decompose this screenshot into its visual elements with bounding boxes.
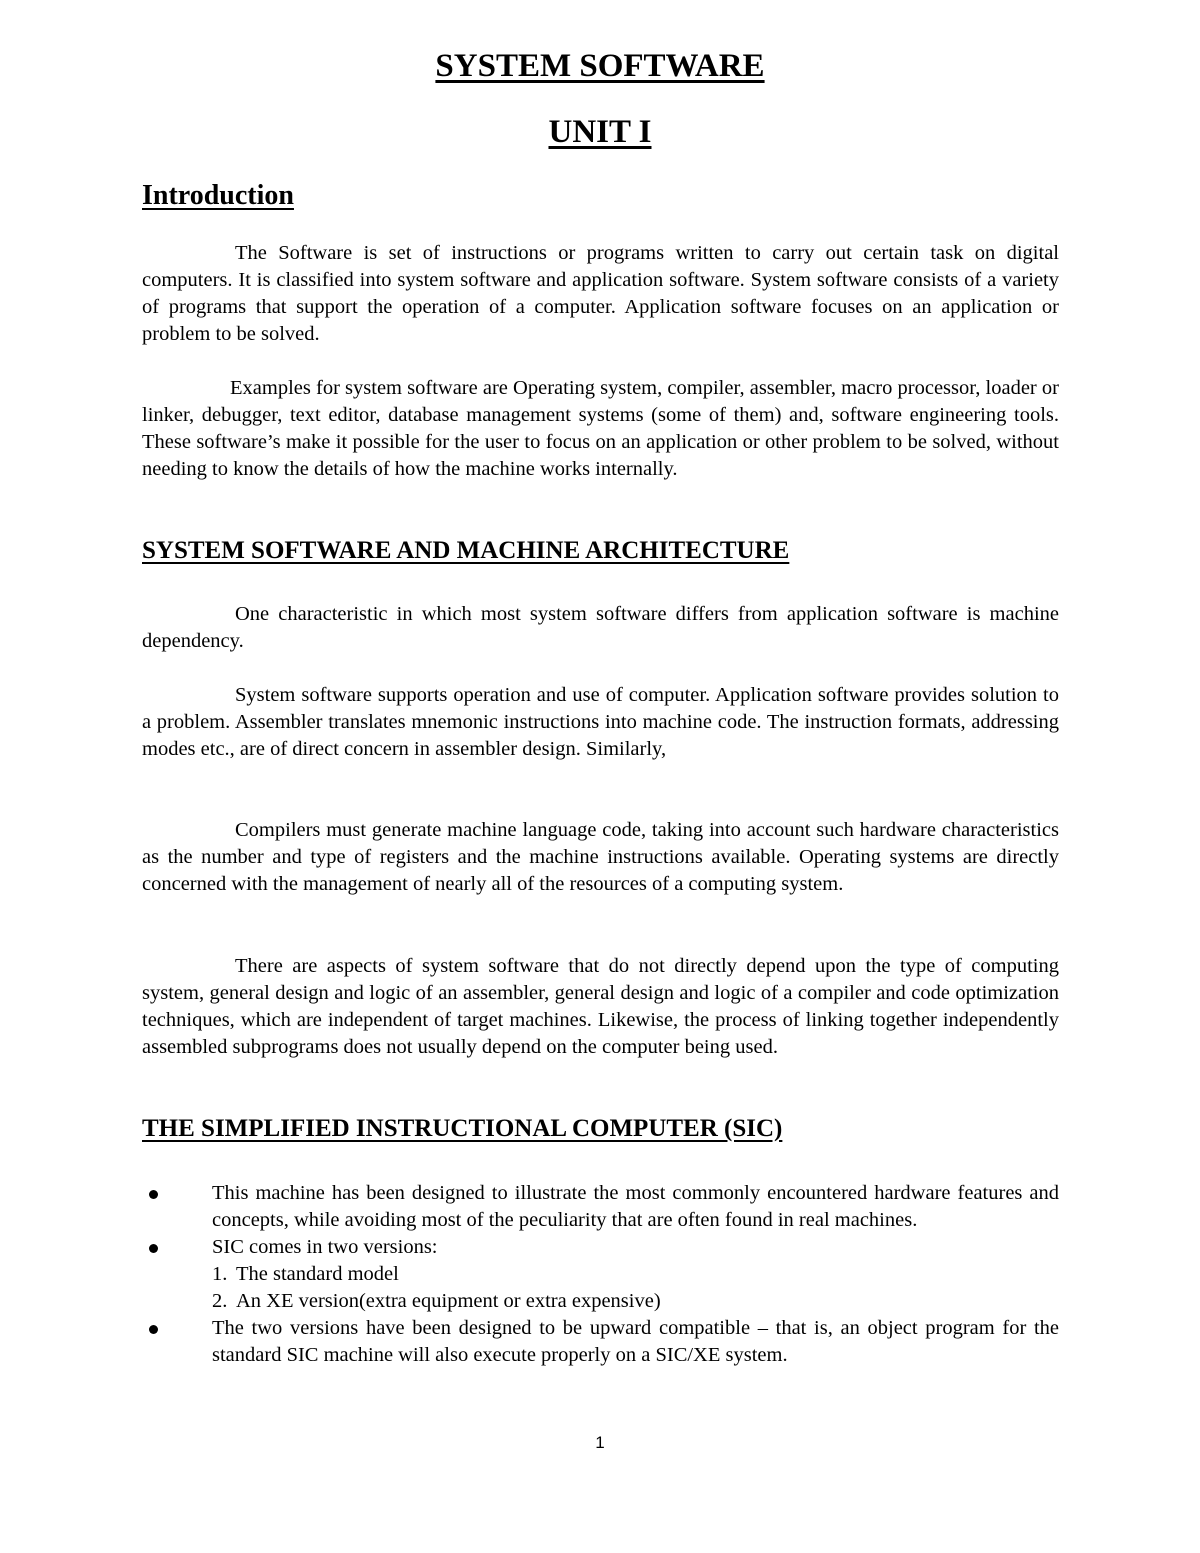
- version-text: The standard model: [236, 1263, 399, 1285]
- bullet-text: This machine has been designed to illustrate the most commonly encountered hardware features and concepts, while avoiding most of the peculiarity that are often found in real machines.: [212, 1182, 1059, 1231]
- page-number: 1: [595, 1433, 605, 1452]
- bullet-icon: [149, 1190, 158, 1199]
- version-number: 2.: [212, 1290, 228, 1312]
- version-item: [212, 1261, 1059, 1288]
- list-item: [142, 1180, 1059, 1234]
- bullet-text: SIC comes in two versions:: [212, 1236, 438, 1258]
- sic-heading: THE SIMPLIFIED INSTRUCTIONAL COMPUTER (SIC): [142, 1115, 783, 1142]
- introduction-paragraph: Examples for system software are Operating system, compiler, assembler, macro processor, loader or linker, debugger, text editor, database management systems (some of them) and, software engineering tools. These software’s make it possible for the user to focus on an application or other problem to be solved, without needing to know the details of how the machine works internally.: [142, 377, 1059, 480]
- bullet-text: The two versions have been designed to be upward compatible – that is, an object program for the standard SIC machine will also execute properly on a SIC/XE system.: [212, 1317, 1059, 1366]
- version-item: [212, 1288, 1059, 1315]
- bullet-icon: [149, 1244, 158, 1253]
- architecture-paragraph: Compilers must generate machine language code, taking into account such hardware characteristics as the number and type of registers and the machine instructions available. Operating systems are directly concerned with the management of nearly all of the resources of a computing system.: [142, 819, 1059, 895]
- architecture-paragraph: System software supports operation and use of computer. Application software provides solution to a problem. Assembler translates mnemonic instructions into machine code. The instruction formats, addressing modes etc., are of direct concern in assembler design. Similarly,: [142, 684, 1059, 760]
- architecture-paragraph: There are aspects of system software that do not directly depend upon the type of computing system, general design and logic of an assembler, general design and logic of a compiler and code optimization techniques, which are independent of target machines. Likewise, the process of linking together independently assembled subprograms does not usually depend on the computer being used.: [142, 955, 1059, 1058]
- list-item: [142, 1234, 1059, 1315]
- version-number: 1.: [212, 1263, 228, 1285]
- introduction-heading: Introduction: [142, 180, 294, 211]
- architecture-heading: SYSTEM SOFTWARE AND MACHINE ARCHITECTURE: [142, 537, 790, 564]
- bullet-icon: [149, 1325, 158, 1334]
- introduction-paragraph: The Software is set of instructions or programs written to carry out certain task on digital computers. It is classified into system software and application software. System software consists of a variety of programs that support the operation of a computer. Application software focuses on an application or problem to be solved.: [142, 242, 1059, 345]
- sic-versions-list: [212, 1261, 1059, 1315]
- list-item: [142, 1315, 1059, 1369]
- version-text: An XE version(extra equipment or extra expensive): [236, 1290, 661, 1312]
- unit-title: UNIT I: [548, 114, 652, 150]
- sic-bullet-list: [142, 1180, 1059, 1369]
- document-title: SYSTEM SOFTWARE: [435, 48, 765, 84]
- architecture-paragraph: One characteristic in which most system software differs from application software is machine dependency.: [142, 603, 1059, 652]
